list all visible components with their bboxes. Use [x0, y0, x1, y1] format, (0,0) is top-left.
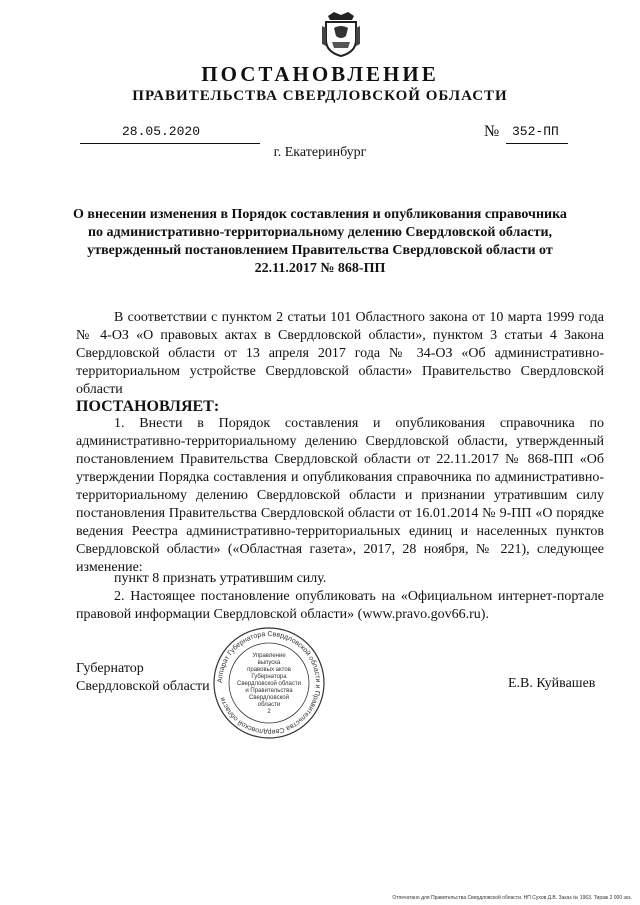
stamp-center-line: Свердловской области [236, 681, 302, 687]
resolve-label: ПОСТАНОВЛЯЕТ: [76, 398, 220, 415]
document-number: 352-ПП [512, 124, 559, 139]
item-1-sub-paragraph: пункт 8 признать утратившим силу. [114, 571, 327, 586]
stamp-center-line: Губернатора [251, 674, 287, 680]
city: г. Екатеринбург [273, 145, 367, 160]
item-1-paragraph: 1. Внести в Порядок составления и опубликования справочника по административно-территориальному делению Свердловской области, утвержденный постановлением Правительства Свердловской области от 22.11.2017 № 868-ПП «Об утверждении Порядка составления и опубликования справочника по административно-территориальному делению Свердловской области и признании утратившим силу постановления Правительства Свердловской области от 16.01.2014 № 9-ПП «О порядке ведения Реестра административно-территориальных единиц и населенных пунктов Свердловской области» («Областная газета», 2017, 28 ноября, № 221), следующее изменение: [76, 416, 604, 575]
print-footer: Отпечатано для Правительства Свердловской области. НП Сухов Д.В. Заказ № 1963. Тираж 2 000 экз. [392, 895, 632, 901]
signatory-position-line2: Свердловской области [76, 679, 210, 694]
stamp-center-line: выпуска [257, 660, 281, 666]
stamp-center-line: области [257, 702, 281, 708]
document-title: ПОСТАНОВЛЕНИЕ [201, 62, 439, 86]
date-underline [80, 143, 260, 144]
signatory-position-line1: Губернатор [76, 661, 144, 676]
preamble-paragraph: В соответствии с пунктом 2 статьи 101 Областного закона от 10 марта 1999 года № 4-ОЗ «О правовых актах в Свердловской области», пунктом 3 статьи 4 Закона Свердловской области от 13 апреля 2017 года № 34-ОЗ «Об административно-территориальном устройстве Свердловской области» Правительство Свердловской области [76, 310, 604, 397]
stamp-center-line: правовых актов [247, 667, 291, 673]
signatory-position [76, 660, 210, 696]
coat-of-arms-icon [320, 6, 362, 58]
item-2-paragraph: 2. Настоящее постановление опубликовать на «Официальном интернет-портале правовой информации Свердловской области» (www.pravo.gov66.ru). [76, 589, 604, 622]
document-heading: О внесении изменения в Порядок составления и опубликования справочника по административно-территориальному делению Свердловской области, утвержденный постановлением Правительства Свердловской области от 22.11.2017 № 868-ПП [73, 207, 567, 276]
stamp-center-line: и Правительства [245, 688, 293, 694]
number-label: № [484, 123, 500, 140]
signatory-name: Е.В. Куйвашев [508, 676, 596, 691]
document-date: 28.05.2020 [122, 124, 201, 139]
stamp-ring-text: Аппарат Губернатора Свердловской области и Правительства Свердловской области [216, 630, 322, 736]
number-underline [506, 143, 568, 144]
stamp-center-line: Свердловской [249, 695, 289, 701]
stamp-center-line: Управление [252, 653, 286, 659]
official-stamp [212, 626, 326, 740]
stamp-center-line: 2 [267, 709, 271, 715]
document-subtitle: ПРАВИТЕЛЬСТВА СВЕРДЛОВСКОЙ ОБЛАСТИ [132, 88, 508, 104]
